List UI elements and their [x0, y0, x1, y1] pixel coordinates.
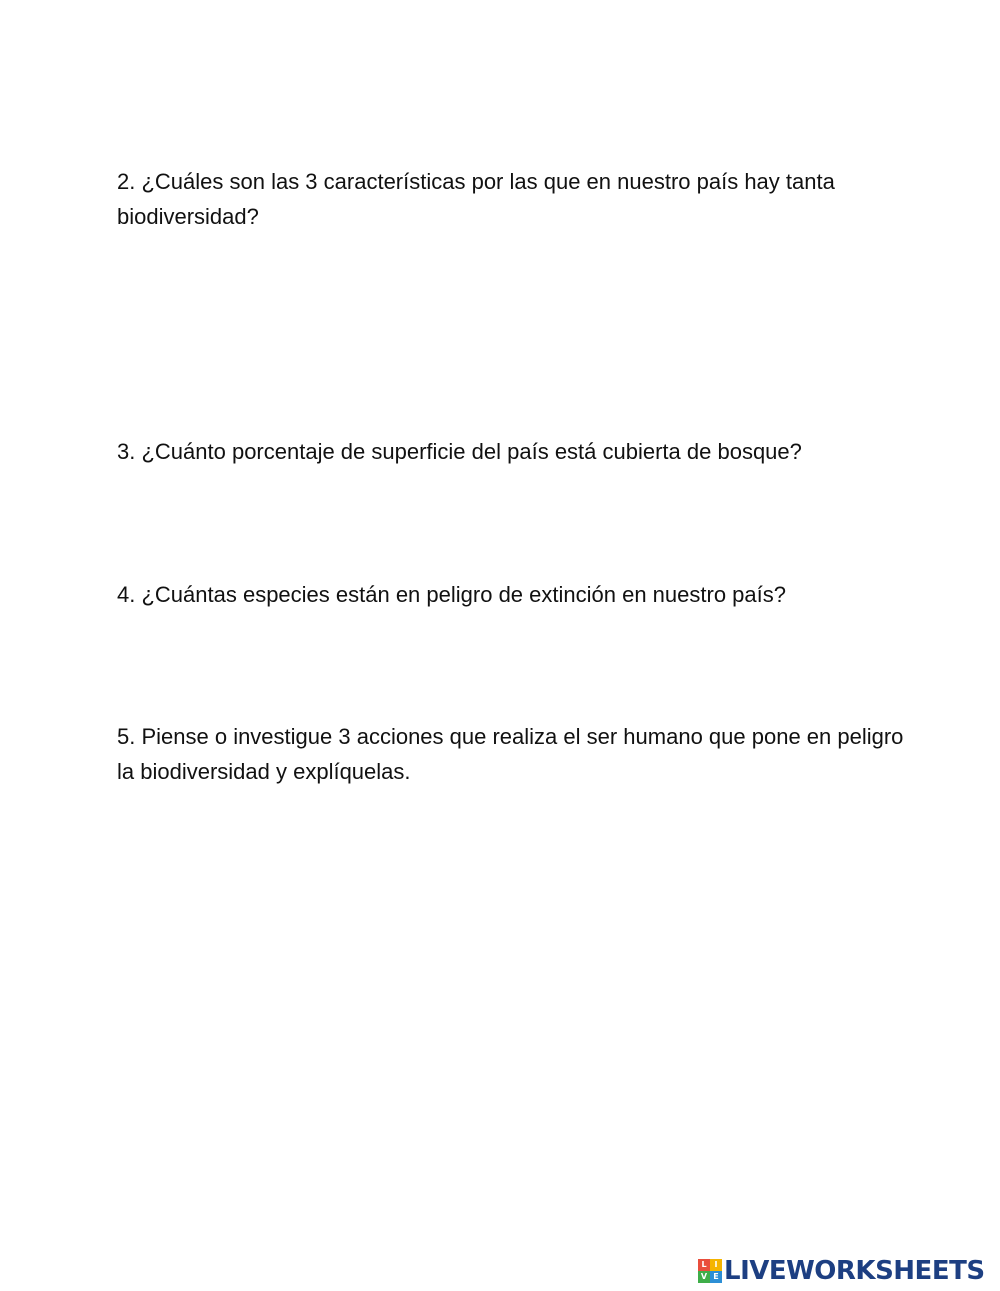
question-4: 4. ¿Cuántas especies están en peligro de extinción en nuestro país?	[117, 582, 786, 607]
logo-letter-v: V	[698, 1271, 710, 1283]
question-2: 2. ¿Cuáles son las 3 características por las que en nuestro país hay tanta biodiversidad?	[117, 169, 835, 229]
logo-letter-e: E	[710, 1271, 722, 1283]
logo-letter-i: I	[710, 1259, 722, 1271]
question-3: 3. ¿Cuánto porcentaje de superficie del país está cubierta de bosque?	[117, 439, 802, 464]
liveworksheets-logo	[698, 1256, 985, 1286]
question-5: 5. Piense o investigue 3 acciones que realiza el ser humano que pone en peligro la biodiversidad y explíquelas.	[117, 724, 904, 784]
logo-letter-l: L	[698, 1259, 710, 1271]
liveworksheets-wordmark: LIVEWORKSHEETS	[724, 1256, 985, 1286]
liveworksheets-logo-icon	[698, 1259, 722, 1283]
